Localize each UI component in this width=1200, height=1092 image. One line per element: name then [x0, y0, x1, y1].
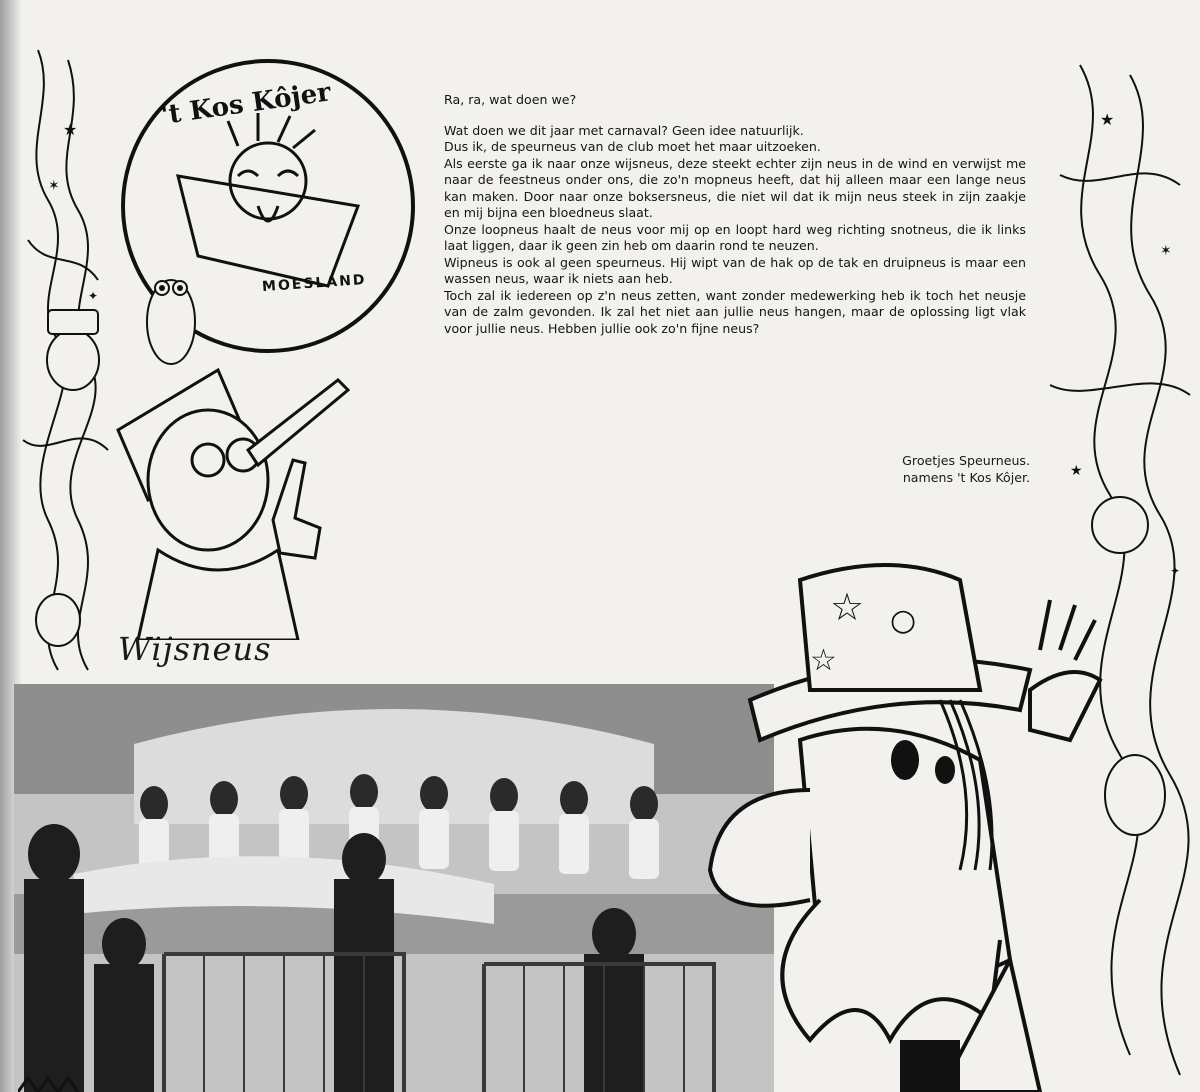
article-paragraph: Toch zal ik iedereen op z'n neus zetten, want zonder medewerking heb ik toch het neusje van de zalm gevonden. Ik zal het niet aan jullie neus hangen, maar de oplossing ligt vlak voor jullie neus. Hebben jullie ook zo'n fijne neus?	[444, 287, 1026, 336]
article-closing	[800, 452, 1030, 486]
closing-signoff: namens 't Kos Kôjer.	[902, 470, 1030, 485]
article-paragraph: Als eerste ga ik naar onze wijsneus, deze steekt echter zijn neus in de wind en verwijst me naar de feestneus onder ons, die zo'n mopneus heeft, dat hij alleen maar een lange neus kan maken. Door naar onze boksersneus, die niet wil dat ik mijn neus steek in zijn zaakje en mij bijna een bloedneus slaat.	[444, 155, 1026, 220]
svg-text:☆: ☆	[830, 585, 865, 629]
svg-text:✦: ✦	[88, 289, 99, 303]
logo-place-name: MOESLAND	[261, 271, 368, 296]
article-paragraph: Onze loopneus haalt de neus voor mij op en loopt hard weg richting snotneus, die ik links laat liggen, daar ik geen zin heb om daarin rond te neuzen.	[444, 221, 1026, 253]
article	[444, 92, 1026, 337]
closing-greeting: Groetjes Speurneus.	[902, 453, 1030, 468]
article-paragraph: Dus ik, de speurneus van de club moet het maar uitzoeken.	[444, 139, 821, 154]
corner-emblem-fragment	[18, 1076, 108, 1092]
svg-text:✶: ✶	[1160, 243, 1172, 259]
svg-text:✶: ✶	[48, 178, 60, 194]
article-paragraph: Wipneus is ook al geen speurneus. Hij wipt van de hak op de tak en druipneus is maar een wassen neus, waar ik niets aan heb.	[444, 254, 1026, 286]
wijsneus-signature: Wijsneus	[118, 630, 272, 668]
svg-text:✦: ✦	[1170, 564, 1181, 578]
svg-text:○: ○	[890, 603, 917, 638]
band-performance-photo	[14, 684, 774, 1092]
article-paragraph: Wat doen we dit jaar met carnaval? Geen idee natuurlijk.	[444, 122, 804, 138]
svg-text:☆: ☆	[810, 643, 837, 678]
speurneus-mascot-illustration	[690, 540, 1120, 1092]
svg-text:★: ★	[1100, 110, 1115, 129]
article-heading: Ra, ra, wat doen we?	[444, 92, 577, 107]
wijsneus-cartoon-figure	[98, 330, 358, 640]
svg-text:★: ★	[1070, 463, 1083, 479]
svg-text:★: ★	[63, 120, 78, 139]
logo-club-name: 't Kos Kôjer	[159, 77, 333, 131]
